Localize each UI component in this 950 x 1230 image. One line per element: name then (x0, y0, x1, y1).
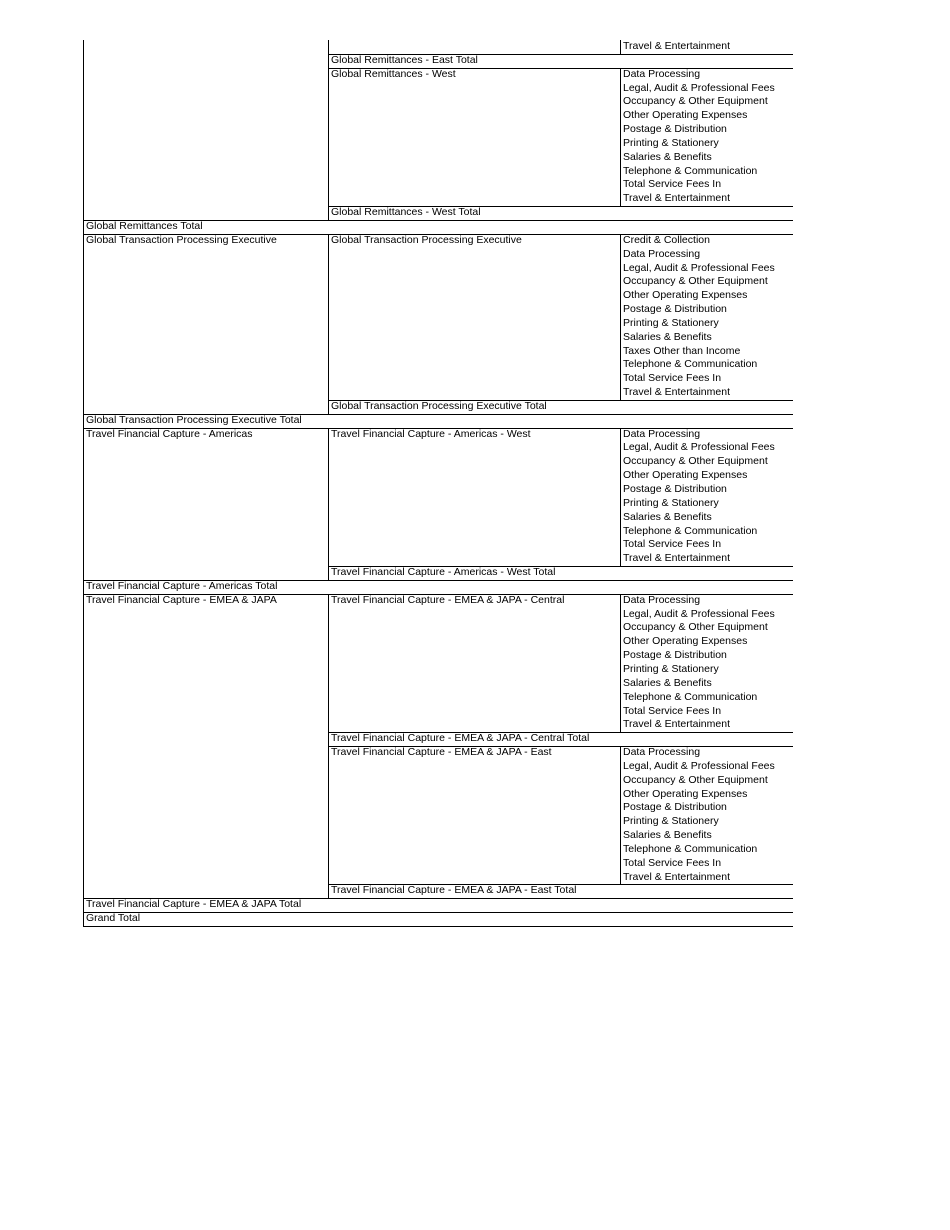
table-row (83, 469, 793, 483)
subregion-cell (328, 317, 620, 331)
subregion-cell (328, 40, 620, 54)
category-cell: Salaries & Benefits (620, 677, 793, 691)
category-cell: Total Service Fees In (620, 705, 793, 719)
category-cell: Legal, Audit & Professional Fees (620, 262, 793, 276)
category-cell: Printing & Stationery (620, 317, 793, 331)
region-cell (83, 95, 328, 109)
table-row (83, 788, 793, 802)
category-cell: Printing & Stationery (620, 497, 793, 511)
table-row (83, 525, 793, 539)
section-total-separator (83, 220, 793, 221)
subregion-cell (328, 178, 620, 192)
region-cell (83, 165, 328, 179)
region-cell (83, 871, 328, 885)
section-total-row (83, 220, 793, 234)
region-cell (83, 538, 328, 552)
region-cell (83, 857, 328, 871)
subregion-cell (328, 386, 620, 400)
region-cell (83, 123, 328, 137)
table-row (83, 234, 793, 248)
section-total-label: Travel Financial Capture - EMEA & JAPA Total (83, 898, 793, 912)
section-total-label: Global Remittances Total (83, 220, 793, 234)
region-cell (83, 829, 328, 843)
subtotal-label: Global Transaction Processing Executive Total (328, 400, 793, 414)
table-row (83, 40, 793, 54)
region-cell (83, 843, 328, 857)
category-cell: Postage & Distribution (620, 801, 793, 815)
subregion-cell (328, 511, 620, 525)
subregion-cell (328, 608, 620, 622)
category-cell: Telephone & Communication (620, 525, 793, 539)
category-cell: Occupancy & Other Equipment (620, 95, 793, 109)
region-cell (83, 358, 328, 372)
category-cell: Travel & Entertainment (620, 871, 793, 885)
table-row (83, 275, 793, 289)
section-total-separator (83, 580, 793, 581)
category-cell: Telephone & Communication (620, 843, 793, 857)
region-cell (83, 137, 328, 151)
subregion-cell (328, 718, 620, 732)
category-cell: Legal, Audit & Professional Fees (620, 760, 793, 774)
subregion-cell (328, 705, 620, 719)
table-row (83, 289, 793, 303)
region-cell (83, 206, 328, 220)
subregion-cell (328, 95, 620, 109)
subregion-cell: Travel Financial Capture - EMEA & JAPA - East (328, 746, 620, 760)
region-cell (83, 788, 328, 802)
subtotal-separator (328, 54, 793, 55)
region-cell (83, 621, 328, 635)
table-row (83, 345, 793, 359)
table-row (83, 386, 793, 400)
subregion-cell (328, 303, 620, 317)
table-row (83, 109, 793, 123)
category-cell: Data Processing (620, 428, 793, 442)
region-cell (83, 525, 328, 539)
subregion-cell (328, 774, 620, 788)
table-row (83, 760, 793, 774)
region-cell (83, 732, 328, 746)
category-cell: Other Operating Expenses (620, 788, 793, 802)
subregion-cell (328, 248, 620, 262)
subregion-cell (328, 497, 620, 511)
region-cell (83, 884, 328, 898)
group-separator (328, 746, 793, 747)
category-cell: Legal, Audit & Professional Fees (620, 82, 793, 96)
category-cell: Other Operating Expenses (620, 289, 793, 303)
table-row (83, 608, 793, 622)
category-cell: Taxes Other than Income (620, 345, 793, 359)
table-row (83, 594, 793, 608)
category-cell: Travel & Entertainment (620, 40, 793, 54)
region-cell (83, 801, 328, 815)
region-cell (83, 151, 328, 165)
category-cell: Salaries & Benefits (620, 511, 793, 525)
category-cell: Salaries & Benefits (620, 829, 793, 843)
category-cell: Occupancy & Other Equipment (620, 774, 793, 788)
region-cell (83, 40, 328, 54)
table-row (83, 718, 793, 732)
category-cell: Occupancy & Other Equipment (620, 621, 793, 635)
table-row (83, 358, 793, 372)
table-row (83, 705, 793, 719)
table-row (83, 815, 793, 829)
category-cell: Postage & Distribution (620, 649, 793, 663)
table-row (83, 137, 793, 151)
grand-total-row (83, 912, 793, 926)
subregion-cell (328, 525, 620, 539)
region-cell (83, 303, 328, 317)
category-cell: Total Service Fees In (620, 538, 793, 552)
region-cell (83, 635, 328, 649)
table-row (83, 497, 793, 511)
region-cell (83, 386, 328, 400)
table-row (83, 95, 793, 109)
category-cell: Travel & Entertainment (620, 192, 793, 206)
subtotal-separator (328, 566, 793, 567)
category-cell: Total Service Fees In (620, 857, 793, 871)
region-cell (83, 552, 328, 566)
group-separator (328, 68, 793, 69)
subregion-cell (328, 788, 620, 802)
subregion-cell: Global Remittances - West (328, 68, 620, 82)
category-cell: Legal, Audit & Professional Fees (620, 441, 793, 455)
category-cell: Travel & Entertainment (620, 386, 793, 400)
subregion-cell (328, 760, 620, 774)
category-cell: Salaries & Benefits (620, 151, 793, 165)
section-total-row (83, 580, 793, 594)
category-cell: Telephone & Communication (620, 165, 793, 179)
table-row (83, 178, 793, 192)
region-cell (83, 566, 328, 580)
table-row (83, 829, 793, 843)
subregion-cell (328, 262, 620, 276)
subregion-cell (328, 82, 620, 96)
section-total-label: Global Transaction Processing Executive Total (83, 414, 793, 428)
table-row (83, 82, 793, 96)
region-cell (83, 815, 328, 829)
subtotal-row (83, 206, 793, 220)
category-cell: Data Processing (620, 746, 793, 760)
table-row (83, 151, 793, 165)
category-cell: Other Operating Expenses (620, 469, 793, 483)
subtotal-separator (328, 400, 793, 401)
region-cell (83, 497, 328, 511)
region-cell (83, 275, 328, 289)
table-row (83, 635, 793, 649)
subregion-cell (328, 441, 620, 455)
grand-total-bottom-line (83, 926, 793, 927)
table-row (83, 677, 793, 691)
table-row (83, 801, 793, 815)
region-cell: Global Transaction Processing Executive (83, 234, 328, 248)
table-row (83, 871, 793, 885)
subregion-cell (328, 289, 620, 303)
category-cell: Telephone & Communication (620, 358, 793, 372)
section-separator (83, 428, 793, 429)
region-cell (83, 331, 328, 345)
subregion-cell (328, 663, 620, 677)
subregion-cell (328, 829, 620, 843)
table-row (83, 552, 793, 566)
category-cell: Telephone & Communication (620, 691, 793, 705)
table-row (83, 123, 793, 137)
region-cell: Travel Financial Capture - EMEA & JAPA (83, 594, 328, 608)
table-row (83, 192, 793, 206)
table-row (83, 331, 793, 345)
region-cell (83, 372, 328, 386)
region-cell (83, 317, 328, 331)
section-total-row (83, 898, 793, 912)
region-cell (83, 705, 328, 719)
table-row (83, 857, 793, 871)
region-cell (83, 248, 328, 262)
table-row (83, 774, 793, 788)
region-cell (83, 441, 328, 455)
subregion-cell (328, 123, 620, 137)
table-row (83, 455, 793, 469)
region-cell: Travel Financial Capture - Americas (83, 428, 328, 442)
subtotal-separator (328, 732, 793, 733)
table-row (83, 483, 793, 497)
table-row (83, 511, 793, 525)
subtotal-label: Global Remittances - East Total (328, 54, 793, 68)
subregion-cell (328, 843, 620, 857)
category-cell: Other Operating Expenses (620, 109, 793, 123)
table-row (83, 649, 793, 663)
subtotal-row (83, 54, 793, 68)
section-separator (83, 234, 793, 235)
table-row (83, 538, 793, 552)
grand-total-label: Grand Total (83, 912, 793, 926)
subtotal-row (83, 400, 793, 414)
category-cell: Total Service Fees In (620, 178, 793, 192)
subregion-cell (328, 815, 620, 829)
subtotal-separator (328, 206, 793, 207)
subregion-cell (328, 331, 620, 345)
section-total-separator (83, 898, 793, 899)
category-cell: Printing & Stationery (620, 137, 793, 151)
subregion-cell (328, 621, 620, 635)
region-cell (83, 178, 328, 192)
subregion-cell (328, 275, 620, 289)
category-cell: Postage & Distribution (620, 483, 793, 497)
section-total-row (83, 414, 793, 428)
subregion-cell (328, 455, 620, 469)
category-cell: Travel & Entertainment (620, 718, 793, 732)
table-row (83, 663, 793, 677)
region-cell (83, 289, 328, 303)
category-cell: Postage & Distribution (620, 123, 793, 137)
subtotal-row (83, 884, 793, 898)
subregion-cell (328, 151, 620, 165)
region-cell (83, 262, 328, 276)
table-row (83, 843, 793, 857)
subregion-cell (328, 857, 620, 871)
category-cell: Credit & Collection (620, 234, 793, 248)
region-cell (83, 345, 328, 359)
subtotal-row (83, 732, 793, 746)
category-cell: Salaries & Benefits (620, 331, 793, 345)
region-cell (83, 82, 328, 96)
subregion-cell (328, 165, 620, 179)
region-cell (83, 774, 328, 788)
subregion-cell (328, 372, 620, 386)
subregion-cell (328, 691, 620, 705)
region-cell (83, 649, 328, 663)
subtotal-separator (328, 884, 793, 885)
table-row (83, 303, 793, 317)
region-cell (83, 192, 328, 206)
table-row (83, 691, 793, 705)
subregion-cell (328, 871, 620, 885)
subregion-cell (328, 137, 620, 151)
category-cell: Other Operating Expenses (620, 635, 793, 649)
subregion-cell: Global Transaction Processing Executive (328, 234, 620, 248)
table-row (83, 372, 793, 386)
subregion-cell (328, 483, 620, 497)
subregion-cell (328, 538, 620, 552)
region-cell (83, 469, 328, 483)
region-cell (83, 760, 328, 774)
table-row (83, 428, 793, 442)
region-cell (83, 511, 328, 525)
subregion-cell (328, 469, 620, 483)
table-row (83, 68, 793, 82)
region-cell (83, 663, 328, 677)
subregion-cell: Travel Financial Capture - EMEA & JAPA - Central (328, 594, 620, 608)
region-cell (83, 677, 328, 691)
subregion-cell (328, 358, 620, 372)
region-cell (83, 54, 328, 68)
subregion-cell (328, 552, 620, 566)
category-cell: Occupancy & Other Equipment (620, 275, 793, 289)
region-cell (83, 455, 328, 469)
pivot-table (83, 40, 793, 926)
region-cell (83, 718, 328, 732)
category-cell: Data Processing (620, 68, 793, 82)
category-cell: Postage & Distribution (620, 303, 793, 317)
subregion-cell (328, 192, 620, 206)
table-row (83, 621, 793, 635)
subregion-cell (328, 649, 620, 663)
category-cell: Printing & Stationery (620, 815, 793, 829)
table-row (83, 262, 793, 276)
table-row (83, 746, 793, 760)
subregion-cell: Travel Financial Capture - Americas - West (328, 428, 620, 442)
subtotal-label: Global Remittances - West Total (328, 206, 793, 220)
region-cell (83, 400, 328, 414)
region-cell (83, 109, 328, 123)
grand-total-top-line (83, 912, 793, 913)
table-row (83, 248, 793, 262)
category-cell: Data Processing (620, 594, 793, 608)
category-cell: Printing & Stationery (620, 663, 793, 677)
region-cell (83, 483, 328, 497)
subregion-cell (328, 801, 620, 815)
category-cell: Travel & Entertainment (620, 552, 793, 566)
region-cell (83, 691, 328, 705)
section-separator (83, 594, 793, 595)
subregion-cell (328, 109, 620, 123)
table-row (83, 441, 793, 455)
section-total-separator (83, 414, 793, 415)
category-cell: Total Service Fees In (620, 372, 793, 386)
subregion-cell (328, 345, 620, 359)
region-cell (83, 608, 328, 622)
table-row (83, 165, 793, 179)
region-cell (83, 746, 328, 760)
subtotal-label: Travel Financial Capture - EMEA & JAPA - Central Total (328, 732, 793, 746)
category-cell: Data Processing (620, 248, 793, 262)
subtotal-row (83, 566, 793, 580)
subtotal-label: Travel Financial Capture - Americas - West Total (328, 566, 793, 580)
section-total-label: Travel Financial Capture - Americas Total (83, 580, 793, 594)
subregion-cell (328, 635, 620, 649)
subtotal-label: Travel Financial Capture - EMEA & JAPA - East Total (328, 884, 793, 898)
region-cell (83, 68, 328, 82)
subregion-cell (328, 677, 620, 691)
table-row (83, 317, 793, 331)
category-cell: Occupancy & Other Equipment (620, 455, 793, 469)
category-cell: Legal, Audit & Professional Fees (620, 608, 793, 622)
